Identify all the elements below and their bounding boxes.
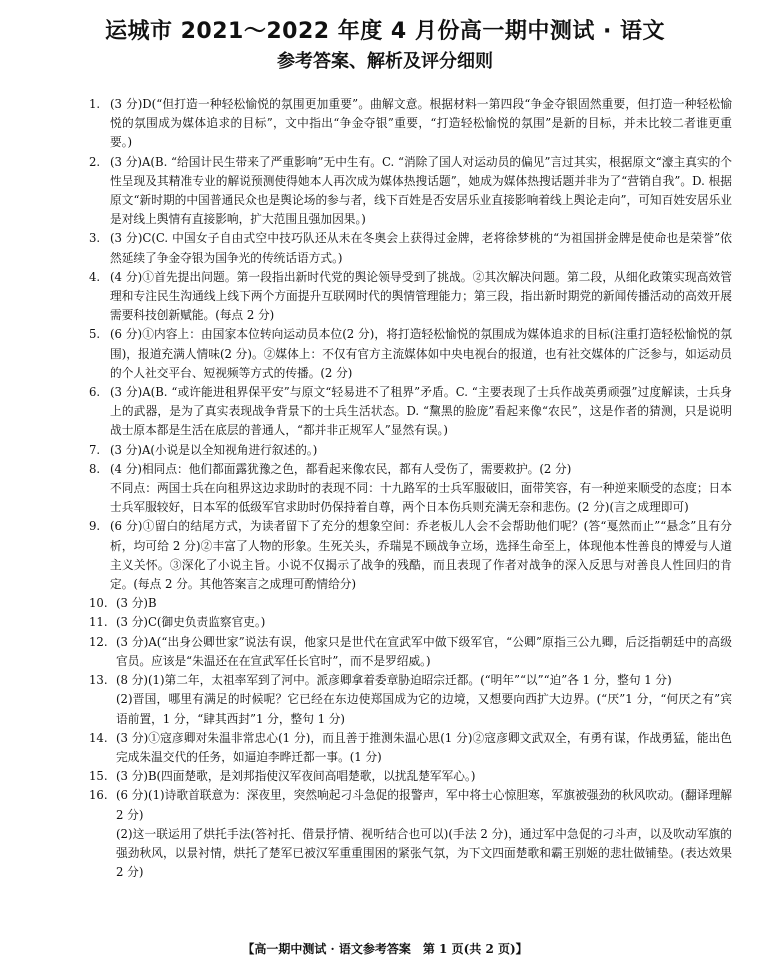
answer-item — [89, 767, 732, 786]
answer-number: 14. — [89, 730, 108, 745]
answer-number: 8. — [89, 461, 101, 476]
answer-list — [89, 95, 732, 882]
answer-item — [89, 729, 732, 767]
page-footer: 【高一期中测试 · 语文参考答案 第 1 页(共 2 页)】 — [242, 942, 528, 956]
answer-paragraph: (3 分)A(B. “或许能进租界保平安”与原文“轻易进不了租界”矛盾。C. “主要表现了士兵作战英勇顽强”过度解读，士兵身上的武器，是为了真实表现战争背景下的士兵生活状态。D. “黧黑的脸庞”看起来像“农民”，这是作者的猜测，只是说明战士原本都是生活在底层的普通人，“都并非正规军人”显然有误。) — [110, 385, 732, 438]
answer-paragraph: (6 分)(1)诗歌首联意为：深夜里，突然响起刁斗急促的报警声，军中将士心惊胆寒，军旗被强劲的秋风吹动。(翻译理解 2 分) — [116, 788, 732, 822]
answer-number: 1. — [89, 97, 101, 111]
page-subtitle: 参考答案、解析及评分细则 — [277, 51, 493, 72]
answer-number: 15. — [89, 769, 108, 784]
answer-item — [89, 441, 732, 460]
answer-paragraph: (3 分)A(“出身公卿世家”说法有误，他家只是世代在宣武军中做下级军官，“公卿”原指三公九卿，后泛指朝廷中的高级官员。应该是“朱温还在在宣武军任长官时”，而不是罗绍威。) — [116, 634, 732, 668]
answer-paragraph: (8 分)(1)第二年，太祖率军到了河中。派彦卿拿着委章胁迫昭宗迁都。(“明年”“以”“迫”各 1 分，整句 1 分) — [116, 673, 672, 688]
answer-paragraph: (3 分)C(C. 中国女子自由式空中技巧队还从未在冬奥会上获得过金牌，老将徐梦桃的“为祖国拼金牌是使命也是荣誉”依然延续了争金夺银为国争光的传统话语方式。) — [110, 231, 732, 265]
answer-number: 7. — [89, 442, 101, 457]
answer-item — [89, 786, 732, 882]
answer-paragraph: (4 分)相同点：他们都面露犹豫之色，都看起来像农民，都有人受伤了，需要救护。(2 分) — [110, 461, 572, 476]
answer-item — [89, 633, 732, 671]
answer-paragraph: (3 分)A(B. “给国计民生带来了严重影响”无中生有。C. “消除了国人对运动员的偏见”言过其实，根据原文“濠主真实的个性呈现及其精准专业的解说预测使得她本人再次成为媒体热搜话题”，她成为媒体热搜话题并非为了“营销自我”。D. 根据原文“新时期的中国普通民众也是舆论场的参与者，线下百姓是否安居乐业直接影响着线上舆论走向”，可知百姓安居乐业是对线上舆情有直接影响，扩大范围且强加因果。) — [110, 154, 732, 227]
answer-paragraph: (2)这一联运用了烘托手法(答衬托、借景抒情、视听结合也可以)(手法 2 分)，通过军中急促的刁斗声，以及吹动军旗的强劲秋风，以景衬情，烘托了楚军已被汉军重重围困的紧张气氛，为下文四面楚歌和霸王别姬的悲壮做铺垫。(表达效果 2 分) — [116, 826, 732, 880]
answer-number: 2. — [89, 154, 101, 169]
answer-paragraph: (3 分)D(“但打造一种轻松愉悦的氛围更加重要”。曲解文意。根据材料一第四段“争金夺银固然重要，但打造一种轻松愉悦的氛围成为媒体追求的目标”，文中指出“争金夺银”重要，“打造轻松愉悦的氛围”是新的目标，并未比较二者谁更重要。) — [110, 97, 732, 150]
answer-paragraph: (3 分)C(御史负责监察官吏。) — [116, 615, 266, 630]
answer-number: 4. — [89, 269, 101, 284]
answer-number: 5. — [89, 327, 101, 342]
answer-paragraph: (4 分)①首先提出问题。第一段指出新时代党的舆论领导受到了挑战。②其次解决问题。第二段，从细化政策实现高效管理和专注民生沟通线上线下两个方面提升互联网时代的舆情管理能力；第三段，指出新时期党的新闻传播活动的高效开展需要科技创新赋能。(每点 2 分) — [110, 269, 732, 323]
page-title: 运城市 2021～2022 年度 4 月份高一期中测试 · 语文 — [104, 19, 666, 44]
answer-paragraph: (6 分)①留白的结尾方式，为读者留下了充分的想象空间：乔老板儿人会不会帮助他们呢？(答“戛然而止”“悬念”且有分析，均可给 2 分)②丰富了人物的形象。生死关头，乔瑞晃不顾战争立场，选择生命至上，体现他本性善良的博爱与人道主义关怀。③深化了小说主旨。小说不仅揭示了战争的残酷，而且表现了作者对战争的深入反思与对善良人性回归的肯定。(每点 2 分。其他答案言之成理可酌情给分) — [110, 519, 732, 592]
answer-number: 16. — [89, 788, 108, 803]
answer-item — [89, 460, 732, 518]
answer-item — [89, 594, 732, 613]
answer-item — [89, 671, 732, 729]
answer-number: 11. — [89, 615, 108, 630]
answer-item — [89, 383, 732, 441]
answer-item — [89, 325, 732, 383]
answer-item — [89, 517, 732, 594]
answer-item — [89, 268, 732, 326]
answer-number: 10. — [89, 596, 108, 611]
answer-item — [89, 95, 732, 153]
answer-paragraph: (3 分)①寇彦卿对朱温非常忠心(1 分)，而且善于推测朱温心思(1 分)②寇彦卿文武双全，有勇有谋，作战勇猛，能出色完成朱温交代的任务，如逼迫李晔迁都一事。(1 分) — [116, 730, 732, 764]
answer-paragraph: (3 分)A(小说是以全知视角进行叙述的。) — [110, 442, 318, 457]
answer-item — [89, 613, 732, 632]
answer-paragraph: (3 分)B(四面楚歌，是刘邦指使汉军夜间高唱楚歌，以扰乱楚军军心。) — [116, 769, 476, 784]
answer-paragraph: (3 分)B — [116, 596, 157, 611]
answer-paragraph: (6 分)①内容上：由国家本位转向运动员本位(2 分)，将打造轻松愉悦的氛围成为媒体追求的目标(注重打造轻松愉悦的氛围)，报道充满人情味(2 分)。②媒体上：不仅有官方主流媒体如中央电视台的报道，也有社交媒体的广泛参与，如运动员的个人社交平台、短视频等方式的传播。(2 分) — [110, 327, 732, 380]
answer-paragraph: (2)晋国，哪里有满足的时候呢？它已经在东边使郑国成为它的边境，又想要向西扩大边界。(“厌”1 分，“何厌之有”宾语前置，1 分，“肆其西封”1 分，整句 1 分) — [116, 692, 732, 726]
answer-number: 6. — [89, 385, 101, 400]
answer-number: 9. — [89, 519, 101, 534]
answer-item — [89, 229, 732, 267]
answer-number: 3. — [89, 231, 101, 246]
answer-number: 12. — [89, 634, 108, 649]
answer-item — [89, 153, 732, 230]
answer-number: 13. — [89, 673, 108, 688]
answer-paragraph: 不同点：两国士兵在向租界这边求助时的表现不同：十九路军的士兵军服破旧，面带笑容，有一种逆来顺受的态度；日本士兵军服较好，日本军的低级军官求助时仍保持着自尊，两个日本伤兵则充满无奈和悲伤。(2 分)(言之成理即可) — [110, 481, 732, 515]
